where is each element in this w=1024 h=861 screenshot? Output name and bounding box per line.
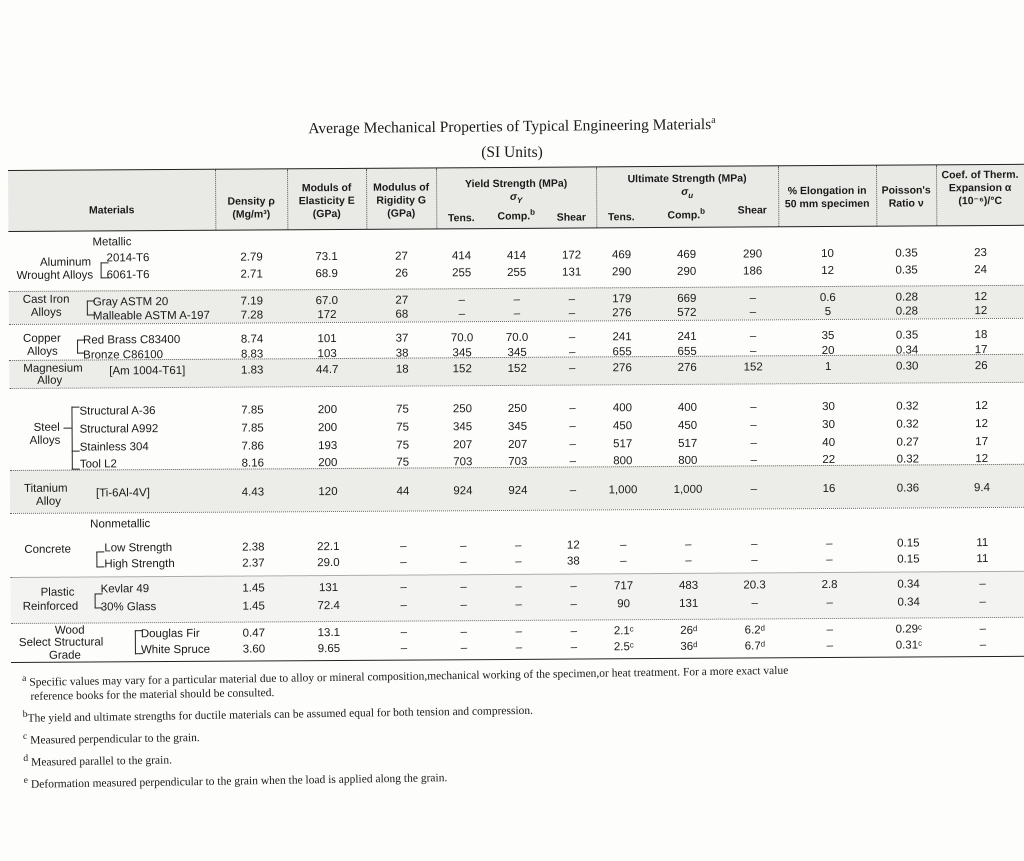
table-cell: 250 [452,403,473,416]
table-cell: 0.28 [895,291,919,304]
table-cell: 7.85 [241,422,264,435]
title-footnote-mark: a [711,114,716,126]
table-cell: – [620,555,627,568]
table-cell: – [750,483,758,496]
family-cast-iron: Cast Iron [22,293,70,306]
table-cell: 0.32 [896,453,920,466]
material-name: Structural A992 [79,423,159,436]
table-cell: – [569,438,576,451]
table-cell: 345 [507,346,527,359]
table-cell: – [979,623,987,636]
footnote-c: $^c$ Measured perpendicular to the grain. [22,731,200,747]
table-cell: 8.16 [241,457,265,470]
table-cell: 7.86 [241,440,264,453]
table-cell: 22.1 [317,540,340,554]
table-cell: 12 [566,539,580,552]
table-cell: 0.27 [896,436,919,449]
table-cell: 7.28 [240,309,264,322]
footnotes [22,657,984,796]
table-cell: 172 [561,249,582,262]
table-cell: 179 [612,293,632,306]
properties-table [8,164,1024,662]
table-cell: – [750,401,757,414]
table-cell: 290 [677,265,697,278]
table-cell: 22 [822,453,836,467]
table-cell: 572 [677,306,697,319]
table-cell: – [568,293,576,306]
table-cell: – [749,330,757,343]
family-steel: Steel [33,421,60,434]
family-titanium: Titanium [23,482,68,495]
table-cell: – [751,554,758,567]
table-cell: 186 [743,265,763,278]
table-cell: – [460,626,468,639]
table-cell: 36ᵈ [680,640,698,653]
table-cell: 26 [974,360,988,373]
table-cell: – [749,306,757,319]
header-elongation: % Elongation in 50 mm specimen [784,184,870,211]
family-wood-line3: Grade [48,649,81,662]
family-wood-line2: Select Structural [18,636,104,649]
header-yield-shear: Shear [556,211,586,224]
header-yield-strength: Yield Strength (MPa) $\sigma_Y$ [464,177,568,205]
table-cell: – [751,538,758,551]
table-cell: – [460,581,467,594]
table-cell: 450 [612,420,633,433]
table-cell: – [750,437,757,450]
header-ultimate-tens: Tens. [607,211,635,224]
table-cell: 7.19 [240,295,264,308]
family-plastic: Plastic [40,586,75,599]
table-cell: 200 [317,403,338,417]
table-cell: 241 [612,331,632,344]
table-cell: – [826,639,834,653]
table-cell: – [570,625,578,638]
header-ultimate-strength: Ultimate Strength (MPa) $\sigma_u$ [627,172,747,200]
table-cell: – [749,345,757,358]
group-metallic: Metallic [92,236,132,249]
table-cell: 75 [396,403,409,416]
table-cell: 0.36 [896,482,920,495]
table-cell: 0.28 [895,305,919,318]
table-cell: 0.15 [897,553,920,566]
table-cell: 0.34 [895,344,919,357]
group-nonmetallic: Nonmetallic [90,518,151,531]
table-cell: 73.1 [315,250,338,264]
table-cell: – [979,596,986,609]
table-cell: 0.31ᶜ [895,639,923,652]
table-cell: 37 [395,332,409,345]
table-cell: 67.0 [315,294,339,308]
table-cell: 2.37 [242,557,265,570]
material-name: Low Strength [104,542,173,555]
table-cell: 924 [508,484,528,497]
table-cell: 70.0 [505,331,529,344]
header-yield-comp: Comp.$^b$ [497,207,536,223]
table-cell: – [515,641,523,654]
table-cell: 200 [318,456,338,470]
table-cell: 75 [396,456,410,469]
table-cell: 2.5ᶜ [613,641,634,654]
header-thermal-expansion: Coef. of Therm. Expansion α (10⁻⁶)/°C [941,168,1019,208]
table-cell: 9.4 [973,482,990,495]
table-cell: 0.34 [897,596,920,609]
table-cell: – [826,553,833,567]
table-cell: – [750,419,757,432]
table-cell: 44.7 [315,363,339,377]
table-cell: 200 [317,421,338,435]
table-cell: 483 [678,579,699,592]
family-copper: Copper [22,332,61,345]
table-cell: 290 [742,248,763,261]
table-cell: 30 [822,418,836,432]
family-magnesium: Magnesium [23,362,83,375]
material-name: [Ti-6Al-4V] [95,487,150,500]
table-cell: – [568,362,576,375]
table-cell: 44 [396,485,410,498]
table-cell: – [515,555,522,568]
table-cell: – [569,402,576,415]
table-cell: 1.45 [242,600,265,613]
footnote-e: $^e$ Deformation measured perpendicular to the grain when the load is applied along the grain. [23,771,448,791]
table-cell: 27 [395,250,408,263]
family-magnesium-line2: Alloy [37,374,63,387]
table-cell: – [568,331,576,344]
material-name: [Am 1004-T61] [109,364,186,378]
table-cell: 1 [824,360,832,374]
table-cell: 0.35 [895,247,918,260]
family-cast-iron-line2: Alloys [30,306,62,319]
material-name: High Strength [104,557,175,571]
table-cell: – [749,292,757,305]
material-name: Gray ASTM 20 [92,296,169,309]
header-ultimate-comp: Comp.$^b$ [667,206,706,222]
table-cell: 16 [822,482,836,496]
table-cell: 207 [508,438,528,451]
table-cell: 152 [507,362,527,375]
table-cell: 1.45 [242,582,265,595]
table-cell: 469 [611,249,632,262]
table-cell: 4.43 [241,486,265,499]
table-cell: – [568,346,576,359]
table-cell: – [460,556,467,569]
table-cell: – [460,642,468,655]
material-name: 2014-T6 [106,252,150,265]
table-cell: – [460,599,467,612]
table-cell: 120 [318,485,338,499]
table-cell: 255 [452,267,472,280]
table-cell: – [570,598,577,611]
table-cell: 276 [677,361,697,374]
table-cell: – [570,641,578,654]
table-cell: – [400,599,407,612]
table-cell: 6.7ᵈ [744,640,766,653]
table-cell: 655 [677,345,697,358]
header-yield-tens: Tens. [447,212,475,225]
table-cell: 450 [677,419,698,432]
table-cell: 924 [453,485,473,498]
table-cell: 131 [679,597,699,610]
table-cell: 255 [507,266,527,279]
footnote-d: $^d$ Measured parallel to the grain. [23,752,173,769]
table-cell: – [460,540,467,553]
table-cell: 8.83 [240,348,264,361]
table-cell: 10 [821,247,834,261]
table-cell: 290 [612,266,632,279]
table-cell: 0.29ᶜ [895,623,923,636]
table-cell: 20.3 [743,579,766,592]
table-cell: 26 [395,267,409,280]
table-cell: 3.60 [242,643,266,656]
table-cell: – [979,639,987,652]
table-cell: 717 [613,580,634,593]
family-plastic-line2: Reinforced [22,600,79,613]
header-materials: Materials [88,204,135,217]
table-cell: 30 [822,400,835,414]
table-cell: 68 [395,308,409,321]
table-cell: 90 [617,598,631,611]
table-cell: 23 [974,247,987,260]
table-cell: – [515,539,522,552]
family-aluminum-line2: Wrought Alloys [16,269,94,282]
table-cell: 131 [318,581,339,595]
table-cell: 250 [507,402,528,415]
table-cell: – [569,455,577,468]
footnote-a: $^a$ Specific values may vary for a particular material due to alloy or mineral composition,mechanical working of the specimen,or heat treatment. For a more exact value reference books for the material should be consulted. [22,664,789,704]
table-cell: 207 [453,439,473,452]
table-cell: 517 [613,438,633,451]
table-cell: – [513,307,521,320]
table-cell: 11 [976,553,989,566]
table-cell: – [826,537,833,551]
header-ultimate-shear: Shear [737,204,767,217]
family-wood: Wood [54,624,85,637]
table-cell: 12 [975,418,988,431]
table-cell: 18 [395,363,409,376]
table-cell: – [826,623,834,637]
page-title: Average Mechanical Properties of Typical Engineering Materials$^a$ [308,114,716,138]
header-elasticity: Moduls of Elasticity E (GPa) [298,181,355,221]
material-name: Tool L2 [79,458,117,471]
table-cell: – [515,625,523,638]
table-cell: 152 [743,361,763,374]
table-cell: 12 [821,264,835,278]
table-cell: 0.35 [895,264,918,277]
table-cell: 35 [821,329,835,343]
table-cell: 0.47 [242,627,266,640]
table-cell: 103 [317,347,337,361]
table-cell: 414 [451,250,472,263]
table-cell: 2.38 [242,541,265,554]
table-cell: 70.0 [450,332,474,345]
table-cell: – [685,554,692,567]
table-cell: 12 [974,291,988,304]
table-cell: 13.1 [317,626,341,640]
table-cell: 2.8 [821,578,838,592]
table-cell: 703 [453,456,473,469]
header-rigidity: Modulus of Rigidity G (GPa) [373,181,430,220]
table-cell: – [400,556,407,569]
header-density: Density ρ (Mg/m³) [227,195,275,221]
table-cell: 27 [395,294,409,307]
header-poisson: Poisson's Ratio ν [881,184,931,210]
table-cell: 1,000 [608,484,638,497]
table-cell: 8.74 [240,333,264,346]
table-cell: – [400,540,407,553]
table-cell: 345 [507,420,528,433]
table-cell: 241 [677,330,697,343]
table-cell: 24 [974,264,988,277]
table-cell: – [458,294,466,307]
table-cell: 40 [822,436,836,450]
table-cell: 276 [612,307,632,320]
table-cell: 0.35 [895,329,919,342]
page-subtitle: (SI Units) [481,144,543,161]
table-cell: 400 [612,402,633,415]
table-cell: – [569,420,576,433]
material-name: Kevlar 49 [100,583,150,596]
family-concrete: Concrete [24,543,72,556]
table-cell: 2.71 [240,268,263,281]
material-name: Stainless 304 [79,441,149,454]
table-body [8,226,1024,662]
table-cell: – [750,454,758,467]
table-cell: 1.83 [240,364,264,377]
table-cell: 345 [452,347,472,360]
table-cell: 26ᵈ [680,624,698,637]
table-cell: – [400,581,407,594]
table-cell: 172 [317,308,337,322]
material-name: Douglas Fir [140,627,200,641]
table-cell: – [569,484,577,497]
table-cell: 101 [317,332,337,346]
table-cell: – [979,578,986,591]
table-cell: 12 [975,453,989,466]
table-cell: 72.4 [317,599,340,613]
table-cell: 7.85 [241,404,264,417]
table-cell: 75 [396,421,410,434]
table-cell: 68.9 [315,267,338,281]
material-name: White Spruce [140,643,211,657]
table-header [8,164,1024,232]
table-cell: 75 [396,439,410,452]
table-cell: 17 [974,344,988,357]
table-cell: 38 [566,555,580,568]
table-cell: 12 [975,400,988,413]
table-cell: – [515,580,522,593]
table-cell: 655 [612,346,632,359]
table-cell: – [568,307,576,320]
table-cell: – [458,308,466,321]
table-cell: 414 [506,249,527,262]
table-cell: – [685,538,692,551]
table-cell: 11 [976,537,989,550]
table-cell: 400 [677,401,698,414]
table-cell: – [620,539,627,552]
table-cell: 517 [678,437,698,450]
table-cell: 669 [677,292,697,305]
table-cell: 6.2ᵈ [744,624,766,637]
table-cell: – [513,293,521,306]
table-cell: 152 [452,363,472,376]
table-cell: – [400,626,408,639]
table-cell: 1,000 [673,483,703,496]
material-name: Structural A-36 [79,405,156,418]
table-cell: 469 [676,248,697,261]
table-cell: 193 [318,439,338,453]
table-cell: 17 [975,436,989,449]
table-cell: 276 [612,362,632,375]
table-cell: – [751,597,758,610]
table-cell: 0.15 [897,537,920,550]
table-cell: 5 [824,305,832,319]
material-name: 30% Glass [100,601,157,614]
table-cell: 0.30 [895,360,919,373]
table-cell: 18 [974,329,988,342]
table-cell: 2.79 [240,251,263,264]
table-cell: – [515,598,522,611]
table-cell: 38 [395,347,409,360]
family-aluminum: Aluminum [39,256,92,269]
material-name: Bronze C86100 [83,349,164,362]
family-titanium-line2: Alloy [35,495,62,508]
table-cell: 20 [821,344,835,358]
table-cell: 9.65 [317,642,341,656]
table-cell: – [826,596,833,610]
table-cell: 2.1ᶜ [613,625,634,638]
table-cell: 12 [974,305,988,318]
table-cell: 800 [613,455,633,468]
material-name: Red Brass C83400 [83,333,181,347]
family-copper-line2: Alloys [27,345,58,358]
material-name: Malleable ASTM A-197 [92,309,210,323]
table-cell: – [400,642,408,655]
table-cell: 0.32 [896,418,919,431]
footnote-b: $^b$The yield and ultimate strengths for ductile materials can be assumed equal for both tension and compression. [22,705,534,726]
table-cell: 29.0 [317,556,340,570]
material-name: 6061-T6 [106,269,150,282]
table-cell: – [570,580,577,593]
family-steel-line2: Alloys [29,434,61,447]
table-cell: 800 [678,454,698,467]
table-cell: 345 [452,421,473,434]
table-cell: 0.34 [897,578,920,591]
table-cell: 131 [562,266,582,279]
table-cell: 0.6 [819,291,836,305]
table-cell: 0.32 [896,400,919,413]
table-cell: 703 [508,455,528,468]
